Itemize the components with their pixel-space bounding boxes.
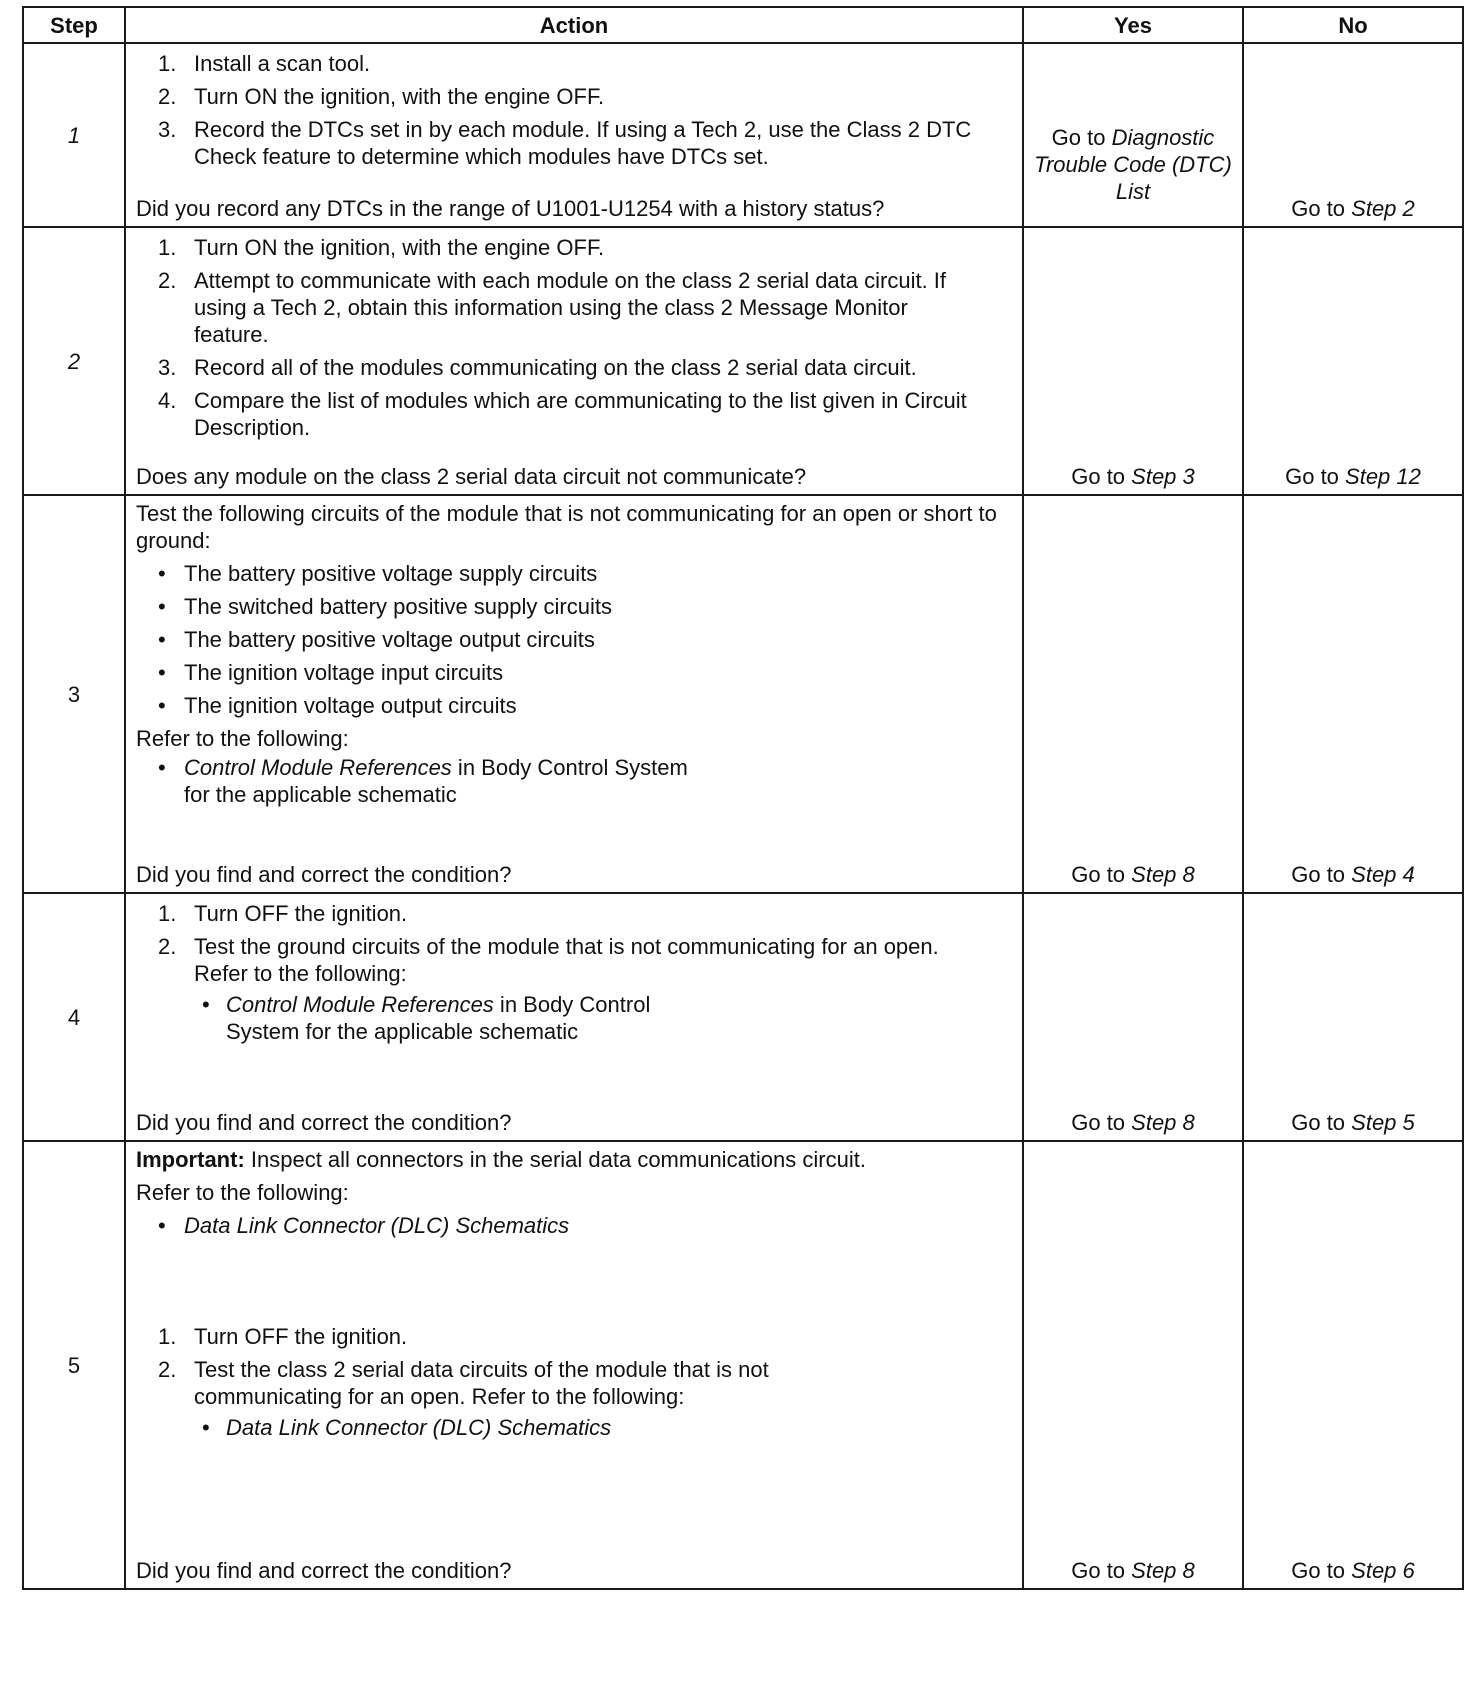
no-result[interactable]: Go to Step 2 <box>1291 196 1415 221</box>
table-row <box>23 227 1463 495</box>
yes-result[interactable]: Go to Diagnostic Trouble Code (DTC) List <box>1034 125 1232 204</box>
list-item: • The battery positive voltage supply circuits <box>158 561 598 586</box>
table-row <box>23 495 1463 893</box>
question-text: Does any module on the class 2 serial data circuit not communicate? <box>136 464 807 489</box>
important-note: Important: Inspect all connectors in the serial data communications circuit. <box>136 1147 866 1172</box>
step-number: 1 <box>23 43 125 227</box>
list-item: 1. Install a scan tool. <box>158 51 371 76</box>
yes-result[interactable]: Go to Step 8 <box>1071 862 1195 887</box>
list-item: • The switched battery positive supply circuits <box>158 594 612 619</box>
list-item: 1. Turn OFF the ignition. <box>158 901 408 926</box>
yes-result[interactable]: Go to Step 8 <box>1071 1558 1195 1583</box>
list-item: • The battery positive voltage output circuits <box>158 627 595 652</box>
yes-cell <box>1023 893 1243 1141</box>
table-row <box>23 43 1463 227</box>
header-action: Action <box>125 7 1023 43</box>
diagnostic-page <box>22 6 1462 1590</box>
list-item: 1. Turn ON the ignition, with the engine OFF. <box>158 235 605 260</box>
diagnostic-table <box>22 6 1464 1590</box>
question-text: Did you record any DTCs in the range of U1001-U1254 with a history status? <box>136 196 885 221</box>
action-cell <box>125 495 1023 893</box>
list-item: 4. Compare the list of modules which are communicating to the list given in Circuit Description. <box>158 388 967 440</box>
yes-result[interactable]: Go to Step 8 <box>1071 1110 1195 1135</box>
list-item: 2. Test the ground circuits of the module that is not communicating for an open. Refer to the following: <box>158 934 939 986</box>
list-item: • The ignition voltage input circuits <box>158 660 504 685</box>
question-text: Did you find and correct the condition? <box>136 862 512 887</box>
no-cell <box>1243 495 1463 893</box>
step-number: 2 <box>23 227 125 495</box>
no-result[interactable]: Go to Step 4 <box>1291 862 1415 887</box>
reference-item[interactable]: • Data Link Connector (DLC) Schematics <box>158 1213 570 1238</box>
question-text: Did you find and correct the condition? <box>136 1558 512 1583</box>
table-row <box>23 893 1463 1141</box>
no-cell <box>1243 893 1463 1141</box>
reference-item[interactable]: • Data Link Connector (DLC) Schematics <box>202 1415 612 1440</box>
yes-cell <box>1023 495 1243 893</box>
step-number: 3 <box>23 495 125 893</box>
intro-text: Test the following circuits of the module that is not communicating for an open or short to ground: <box>136 501 997 553</box>
list-item: 2. Test the class 2 serial data circuits of the module that is not communicating for an open. Refer to the following: <box>158 1357 769 1409</box>
yes-cell <box>1023 43 1243 227</box>
header-yes: Yes <box>1023 7 1243 43</box>
header-step: Step <box>23 7 125 43</box>
action-cell <box>125 43 1023 227</box>
reference-item[interactable]: • Control Module References in Body Control System for the applicable schematic <box>202 992 651 1044</box>
no-cell <box>1243 43 1463 227</box>
no-result[interactable]: Go to Step 12 <box>1285 464 1421 489</box>
list-item: 3. Record all of the modules communicating on the class 2 serial data circuit. <box>158 355 917 380</box>
no-cell <box>1243 227 1463 495</box>
refer-text: Refer to the following: <box>136 1180 349 1205</box>
yes-cell <box>1023 1141 1243 1589</box>
action-cell <box>125 893 1023 1141</box>
list-item: • The ignition voltage output circuits <box>158 693 517 718</box>
action-cell <box>125 227 1023 495</box>
question-text: Did you find and correct the condition? <box>136 1110 512 1135</box>
yes-cell <box>1023 227 1243 495</box>
list-item: 2. Turn ON the ignition, with the engine OFF. <box>158 84 605 109</box>
table-row <box>23 1141 1463 1589</box>
yes-result[interactable]: Go to Step 3 <box>1071 464 1195 489</box>
no-cell <box>1243 1141 1463 1589</box>
step-number: 4 <box>23 893 125 1141</box>
reference-item[interactable]: • Control Module References in Body Control System for the applicable schematic <box>158 755 688 807</box>
step-number: 5 <box>23 1141 125 1589</box>
action-cell <box>125 1141 1023 1589</box>
header-row <box>23 7 1463 43</box>
refer-text: Refer to the following: <box>136 726 349 751</box>
list-item: 2. Attempt to communicate with each module on the class 2 serial data circuit. If using a Tech 2, obtain this information using the class 2 Message Monitor feature. <box>158 268 947 347</box>
list-item: 3. Record the DTCs set in by each module. If using a Tech 2, use the Class 2 DTC Check feature to determine which modules have DTCs set. <box>158 117 972 169</box>
header-no: No <box>1243 7 1463 43</box>
no-result[interactable]: Go to Step 6 <box>1291 1558 1415 1583</box>
no-result[interactable]: Go to Step 5 <box>1291 1110 1415 1135</box>
list-item: 1. Turn OFF the ignition. <box>158 1324 408 1349</box>
